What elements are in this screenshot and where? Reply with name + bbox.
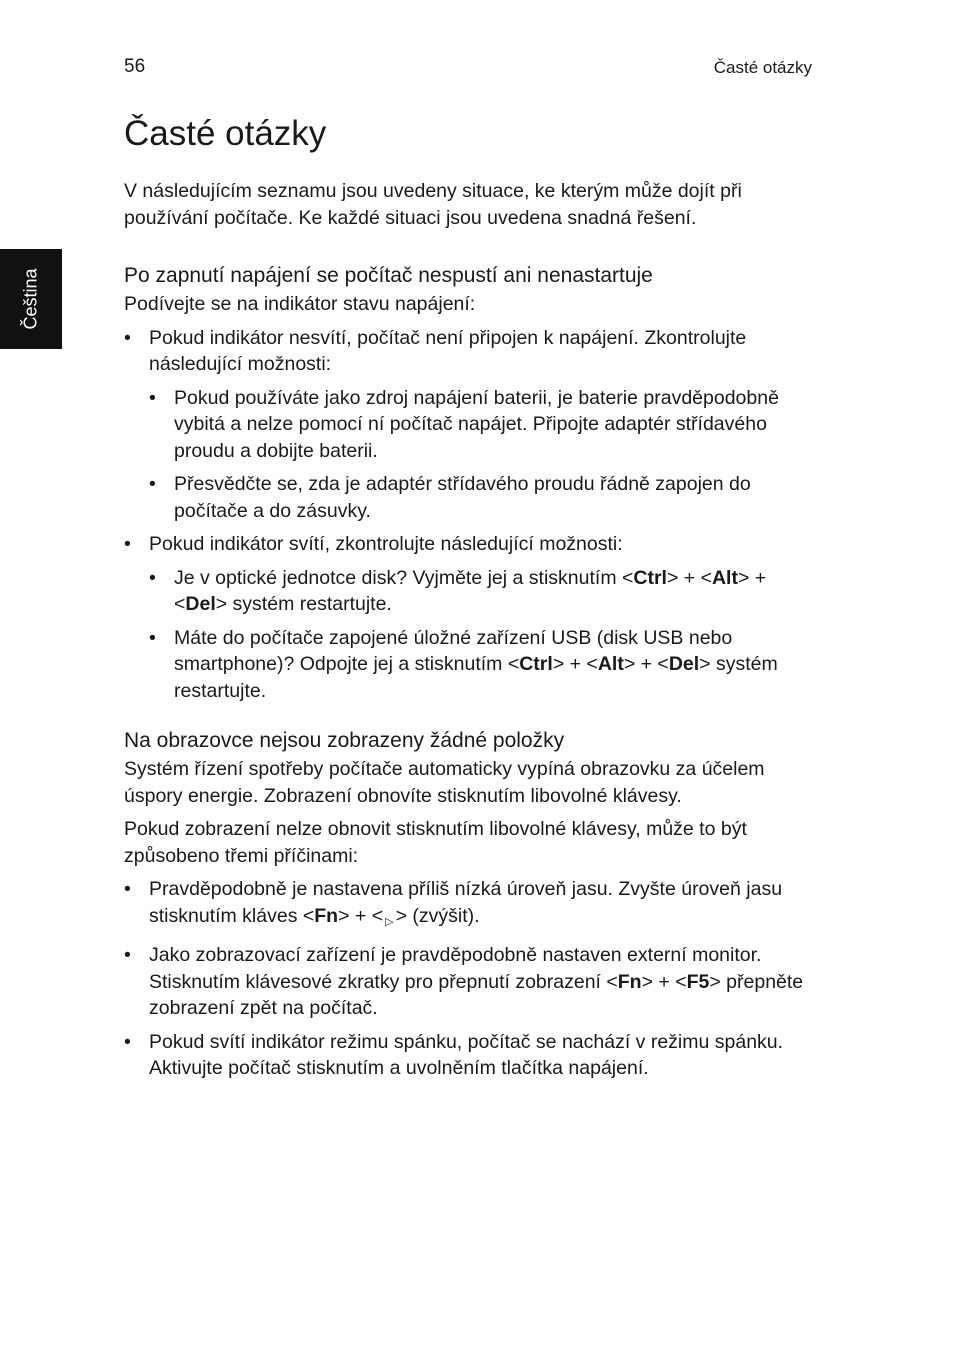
list-item: • Máte do počítače zapojené úložné zařízení USB (disk USB nebo smartphone)? Odpojte jej a stisknutím <Ctrl> + <Alt> + <Del> systém restartujte. [149,625,814,705]
section-heading: Po zapnutí napájení se počítač nespustí ani nenastartuje [124,264,653,287]
key-del: Del [668,653,700,675]
page-number: 56 [124,56,146,77]
paragraph: Systém řízení spotřeby počítače automaticky vypíná obrazovku za účelem úspory energie. Zobrazení obnovíte stisknutím libovolné klávesy. [124,758,765,807]
bullet-list [124,325,814,705]
bullet-list [124,876,814,1082]
key-alt: Alt [711,566,738,589]
section-heading: Na obrazovce nejsou zobrazeny žádné položky [124,729,565,752]
section-lead: Podívejte se na indikátor stavu napájení: [124,293,476,315]
section-power [124,261,814,704]
list-item: • Je v optické jednotce disk? Vyjměte jej a stisknutím <Ctrl> + <Alt> + <Del> systém restartujte. [149,565,814,618]
list-item: • Jako zobrazovací zařízení je pravděpodobně nastaven externí monitor. Stisknutím klávesové zkratky pro přepnutí zobrazení <Fn> + <F5> přepněte zobrazení zpět na počítač. [124,942,814,1022]
key-fn: Fn [314,904,339,927]
list-item: • Pokud indikátor svítí, zkontrolujte následující možnosti: • Je v optické jednotce disk? Vyjměte jej a stisknutím <Ctrl> + <Alt> + <Del> systém restartujte. • Máte do počítače zapojené úložné zařízení USB (disk USB nebo smartphone)? Odpojte jej a stisknutím <Ctrl> + <Alt> + <Del> systém restartujte. [124,531,814,704]
language-tab [0,249,62,349]
list-item: • Pokud svítí indikátor režimu spánku, počítač se nachází v režimu spánku. Aktivujte počítač stisknutím a uvolněním tlačítka napájení. [124,1029,814,1082]
key-ctrl: Ctrl [519,653,553,675]
sub-bullet-list [149,565,814,705]
list-item: • Pravděpodobně je nastavena příliš nízká úroveň jasu. Zvyšte úroveň jasu stisknutím kláves <Fn> + < ▷ > (zvýšit). [124,876,814,935]
main-content [124,112,814,1089]
paragraph: Pokud zobrazení nelze obnovit stisknutím libovolné klávesy, může to být způsobeno třemi příčinami: [124,818,747,867]
page-title: Časté otázky [124,114,327,153]
list-item: • Přesvědčte se, zda je adaptér střídavého proudu řádně zapojen do počítače a do zásuvky. [149,471,814,524]
section-display [124,726,814,1082]
key-ctrl: Ctrl [633,566,667,589]
key-del: Del [185,593,216,615]
key-f5: F5 [686,970,710,993]
language-tab-label: Čeština [20,268,41,330]
brightness-up-icon: ▷ [385,915,394,928]
sub-bullet-list [149,385,814,525]
intro-paragraph: V následujícím seznamu jsou uvedeny situace, ke kterým může dojít při používání počítače. Ke každé situaci jsou uvedena snadná řešení. [124,180,742,229]
running-header: Časté otázky [713,58,812,77]
key-fn: Fn [617,970,642,993]
list-item: • Pokud používáte jako zdroj napájení baterii, je baterie pravděpodobně vybitá a nelze pomocí ní počítač napájet. Připojte adaptér střídavého proudu a dobijte baterii. [149,385,814,465]
list-item: • Pokud indikátor nesvítí, počítač není připojen k napájení. Zkontrolujte následující možnosti: • Pokud používáte jako zdroj napájení baterii, je baterie pravděpodobně vybitá a nelze pomocí ní počítač napájet. Připojte adaptér střídavého proudu a dobijte baterii. • Přesvědčte se, zda je adaptér střídavého proudu řádně zapojen do počítače a do zásuvky. [124,325,814,525]
key-alt: Alt [597,653,624,675]
